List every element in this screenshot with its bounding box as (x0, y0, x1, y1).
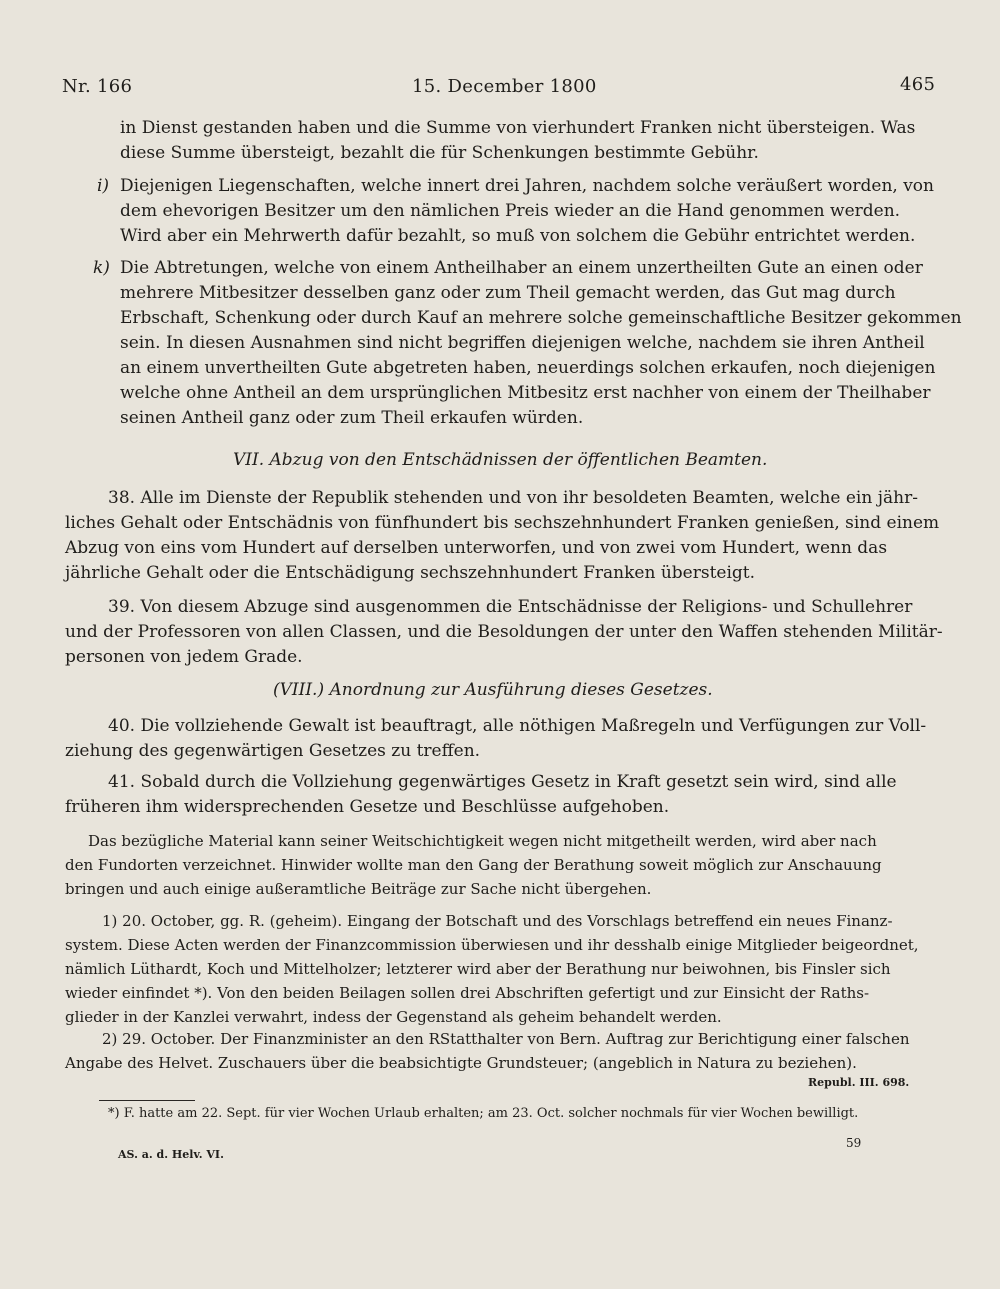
sheet-number: 59 (846, 1136, 862, 1150)
section-heading-viii: (VIII.) Anordnung zur Ausführung dieses Gesetzes. (273, 680, 713, 700)
note-line: nämlich Lüthardt, Koch und Mittelholzer; letzterer wird aber der Berathung nur beiwohnen, bis Finsler sich (65, 960, 891, 978)
text-line: 39. Von diesem Abzuge sind ausgenommen die Entschädnisse der Religions- und Schullehrer (108, 597, 913, 617)
text-line: personen von jedem Grade. (65, 647, 303, 667)
text-line: mehrere Mitbesitzer desselben ganz oder zum Theil gemacht werden, das Gut mag durch (120, 283, 896, 303)
text-line: Erbschaft, Schenkung oder durch Kauf an mehrere solche gemeinschaftliche Besitzer gekommen (120, 308, 962, 328)
note-line: bringen und auch einige außeramtliche Beiträge zur Sache nicht übergehen. (65, 880, 652, 898)
note-line: Angabe des Helvet. Zuschauers über die beabsichtigte Grundsteuer; (angeblich in Natura zu beziehen). (65, 1054, 857, 1072)
header-date: 15. December 1800 (412, 76, 597, 97)
note-line: 1) 20. October, gg. R. (geheim). Eingang der Botschaft und des Vorschlags betreffend ein neues Finanz- (102, 912, 893, 930)
text-line: Abzug von eins vom Hundert auf derselben unterworfen, und von zwei vom Hundert, wenn das (65, 538, 888, 558)
text-line: an einem unvertheilten Gute abgetreten haben, neuerdings solchen erkaufen, noch diejenigen (120, 358, 936, 378)
note-line: glieder in der Kanzlei verwahrt, indess der Gegenstand als geheim behandelt werden. (65, 1008, 722, 1026)
text-line: Die Abtretungen, welche von einem Antheilhaber an einem unzertheilten Gute an einen oder (120, 258, 923, 278)
footnote: *) F. hatte am 22. Sept. für vier Wochen Urlaub erhalten; am 23. Oct. solcher nochmals für vier Wochen bewilligt. (108, 1106, 859, 1121)
text-line: und der Professoren von allen Classen, und die Besoldungen der unter den Waffen stehenden Militär- (65, 622, 943, 642)
text-line: sein. In diesen Ausnahmen sind nicht begriffen diejenigen welche, nachdem sie ihren Antheil (120, 333, 925, 353)
text-line: dem ehevorigen Besitzer um den nämlichen Preis wieder an die Hand genommen werden. (120, 201, 901, 221)
note-line: den Fundorten verzeichnet. Hinwider wollte man den Gang der Berathung soweit möglich zur Anschauung (65, 856, 882, 874)
footnote-rule (99, 1100, 195, 1101)
header-page-number: 465 (900, 74, 936, 95)
text-line: in Dienst gestanden haben und die Summe von vierhundert Franken nicht übersteigen. Was (120, 118, 916, 138)
text-line: ziehung des gegenwärtigen Gesetzes zu treffen. (65, 741, 481, 761)
text-line: diese Summe übersteigt, bezahlt die für Schenkungen bestimmte Gebühr. (120, 143, 759, 163)
note-line: 2) 29. October. Der Finanzminister an den RStatthalter von Bern. Auftrag zur Berichtigung einer falschen (102, 1030, 910, 1048)
text-line: Wird aber ein Mehrwerth dafür bezahlt, so muß von solchem die Gebühr entrichtet werden. (120, 226, 916, 246)
text-line: seinen Antheil ganz oder zum Theil erkaufen würden. (120, 408, 584, 428)
text-line: jährliche Gehalt oder die Entschädigung sechszehnhundert Franken übersteigt. (65, 563, 756, 583)
note-line: system. Diese Acten werden der Finanzcommission überwiesen und ihr desshalb einige Mitglieder beigeordnet, (65, 936, 919, 954)
note-line: wieder einfindet *). Von den beiden Beilagen sollen drei Abschriften gefertigt und zur Einsicht der Raths- (65, 984, 870, 1002)
reference-citation: Republ. III. 698. (808, 1076, 910, 1089)
note-line: Das bezügliche Material kann seiner Weitschichtigkeit wegen nicht mitgetheilt werden, wird aber nach (88, 832, 877, 850)
section-heading-vii: VII. Abzug von den Entschädnissen der öffentlichen Beamten. (233, 450, 768, 470)
signature-mark: AS. a. d. Helv. VI. (118, 1148, 224, 1161)
header-issue-number: Nr. 166 (62, 76, 133, 97)
item-label-k: k) (93, 258, 110, 278)
text-line: welche ohne Antheil an dem ursprünglichen Mitbesitz erst nachher von einem der Theilhaber (120, 383, 931, 403)
text-line: liches Gehalt oder Entschädnis von fünfhundert bis sechszehnhundert Franken genießen, sind einem (65, 513, 940, 533)
text-line: 41. Sobald durch die Vollziehung gegenwärtiges Gesetz in Kraft gesetzt sein wird, sind alle (108, 772, 897, 792)
text-line: 40. Die vollziehende Gewalt ist beauftragt, alle nöthigen Maßregeln und Verfügungen zur Voll- (108, 716, 927, 736)
item-label-i: i) (97, 176, 110, 196)
text-line: früheren ihm widersprechenden Gesetze und Beschlüsse aufgehoben. (65, 797, 670, 817)
text-line: 38. Alle im Dienste der Republik stehenden und von ihr besoldeten Beamten, welche ein jähr- (108, 488, 918, 508)
text-line: Diejenigen Liegenschaften, welche innert drei Jahren, nachdem solche veräußert worden, von (120, 176, 934, 196)
